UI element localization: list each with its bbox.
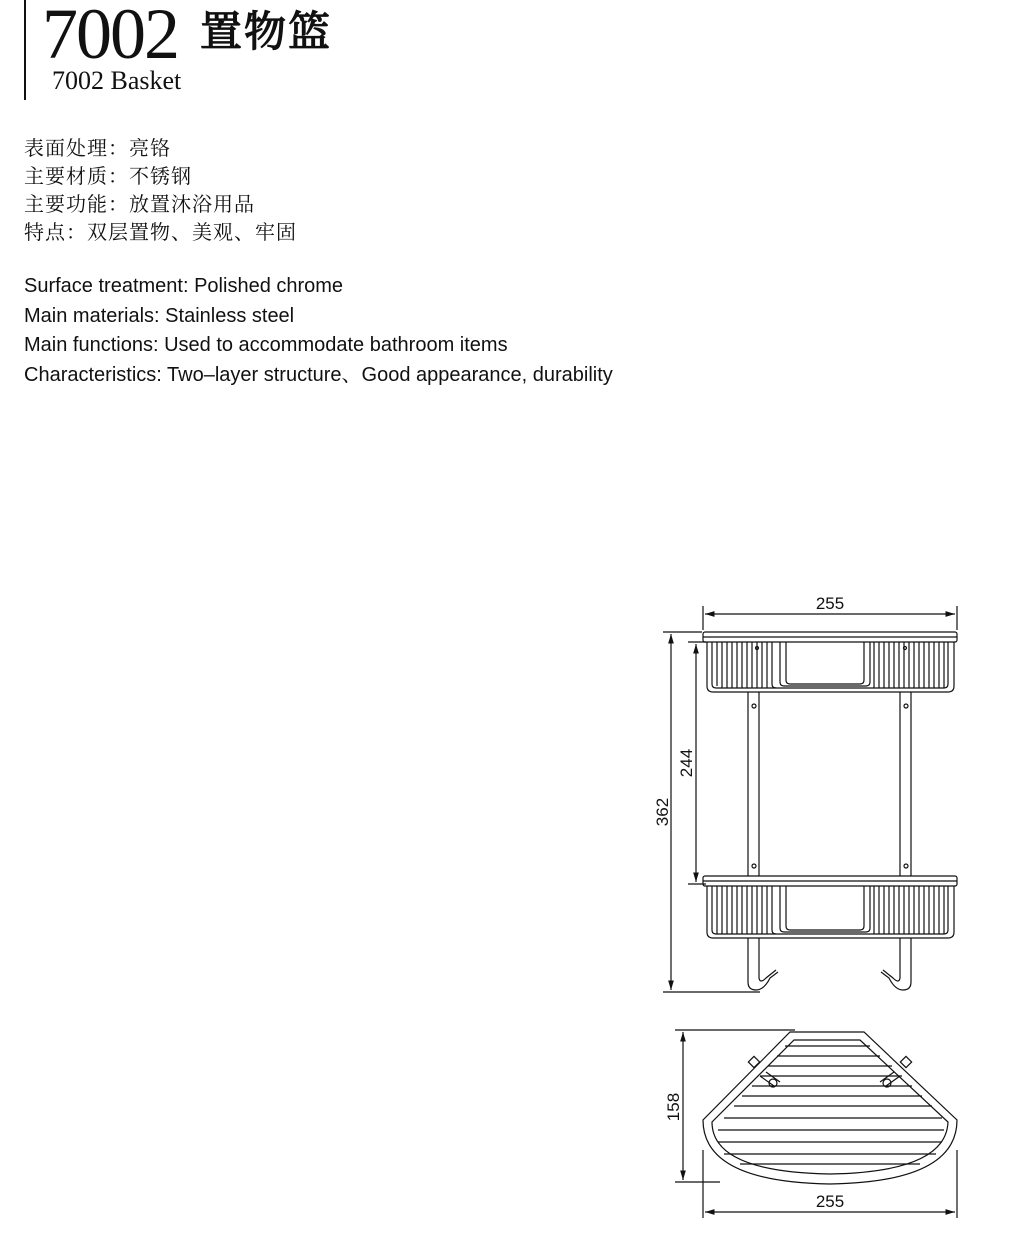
model-number: 7002 bbox=[42, 0, 178, 74]
dim-label-shelf-spacing: 244 bbox=[677, 748, 696, 778]
spec-value: 不锈钢 bbox=[129, 164, 192, 188]
spec-value: 双层置物、美观、牢固 bbox=[87, 220, 297, 244]
upper-shelf bbox=[703, 632, 957, 692]
product-title-en: 7002 Basket bbox=[52, 66, 182, 95]
spec-item-surface-cn bbox=[24, 134, 297, 162]
spec-item-features-en bbox=[24, 361, 613, 391]
dim-label-top-width: 255 bbox=[815, 1192, 845, 1211]
spec-list-en bbox=[24, 272, 613, 390]
spec-label: Surface treatment: bbox=[24, 275, 189, 297]
spec-label: Main materials: bbox=[24, 304, 160, 327]
basket-outline-outer bbox=[703, 1032, 957, 1184]
spec-label: 主要功能： bbox=[24, 192, 129, 216]
top-view bbox=[675, 1030, 957, 1218]
spec-value: 亮铬 bbox=[129, 136, 171, 160]
spec-value: 放置沐浴用品 bbox=[129, 192, 255, 216]
spec-item-material-cn bbox=[24, 162, 297, 190]
lower-shelf bbox=[703, 876, 957, 938]
spec-label: 表面处理： bbox=[24, 136, 129, 160]
hooks bbox=[748, 938, 911, 990]
title-divider-rule bbox=[24, 0, 26, 100]
spec-label: Characteristics: bbox=[24, 363, 162, 386]
spec-item-material-en bbox=[24, 302, 613, 332]
spec-value: Stainless steel bbox=[165, 304, 295, 327]
spec-label: 特点： bbox=[24, 220, 87, 244]
spec-item-function-cn bbox=[24, 190, 297, 218]
spec-label: 主要材质： bbox=[24, 164, 129, 188]
technical-drawing bbox=[640, 590, 980, 1230]
spec-label: Main functions: bbox=[24, 334, 159, 356]
spec-value: Used to accommodate bathroom items bbox=[164, 334, 508, 356]
product-title-cn: 置物篮 bbox=[200, 7, 333, 56]
spec-list-cn bbox=[24, 134, 297, 246]
dim-label-top-depth: 158 bbox=[664, 1092, 683, 1122]
front-view bbox=[663, 606, 957, 992]
dim-label-front-height: 362 bbox=[653, 797, 672, 827]
support-posts bbox=[748, 692, 911, 876]
spec-item-function-en bbox=[24, 331, 613, 361]
dim-label-front-width: 255 bbox=[815, 594, 845, 613]
spec-item-features-cn bbox=[24, 218, 297, 246]
spec-value: Polished chrome bbox=[194, 275, 344, 297]
spec-value: Two–layer structure、Good appearance, durability bbox=[167, 363, 613, 386]
spec-item-surface-en bbox=[24, 272, 613, 302]
